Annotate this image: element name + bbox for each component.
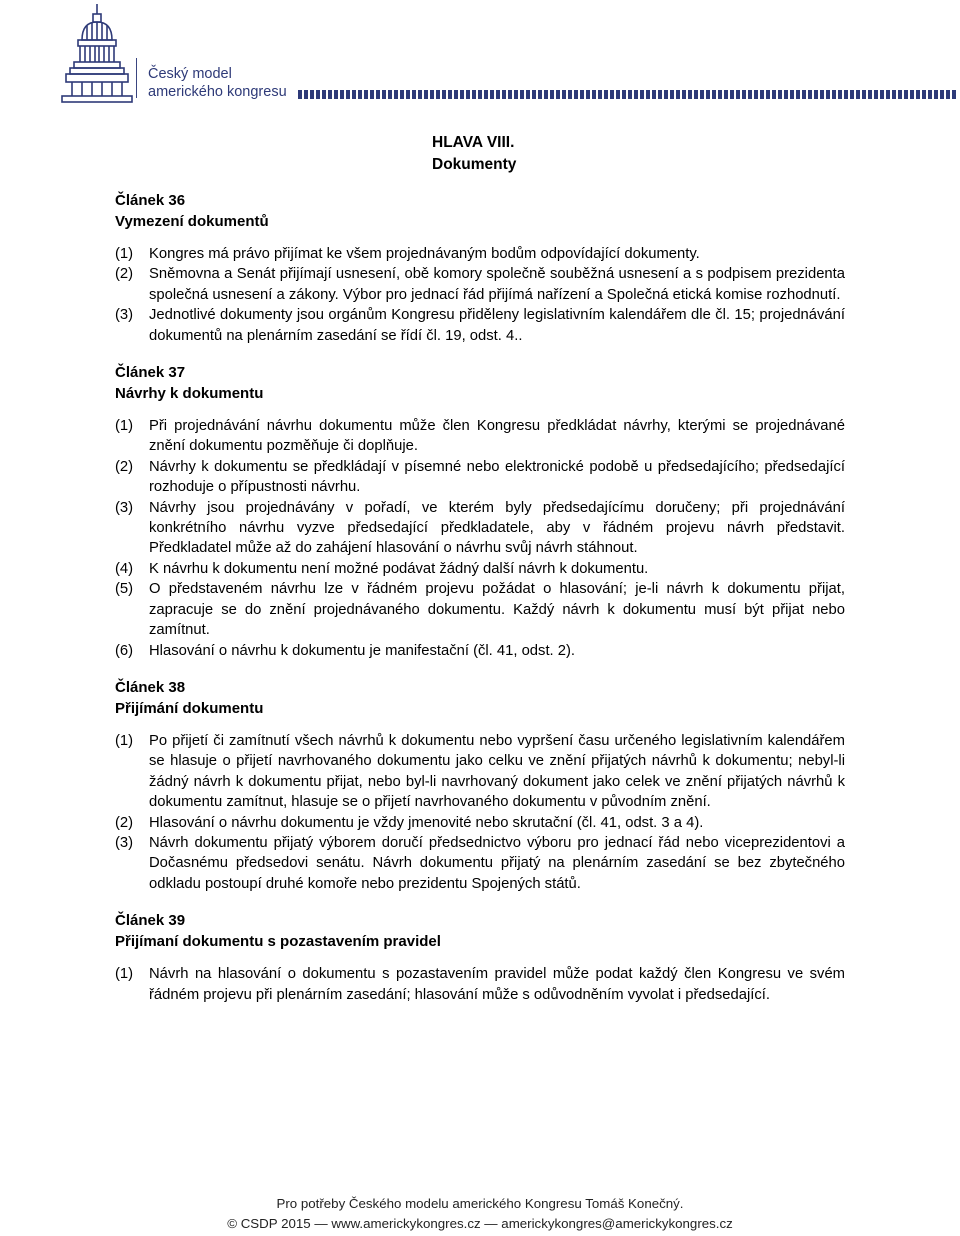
paragraph <box>115 559 845 579</box>
paragraph <box>115 244 845 264</box>
logo-line-1: Český model <box>148 66 232 82</box>
paragraph-text: Kongres má právo přijímat ke všem projednávaným bodům odpovídající dokumenty. <box>149 246 700 262</box>
article-36 <box>115 190 845 346</box>
paragraph-text: Návrh na hlasování o dokumentu s pozastavením pravidel může podat každý člen Kongresu ve svém řádném projevu při plenárním zasedání; hlasování může s odůvodněním vyvolat i předsedající. <box>149 966 845 1003</box>
paragraph-number: (1) <box>115 966 134 983</box>
paragraph-number: (3) <box>115 834 134 851</box>
paragraph-number: (2) <box>115 458 134 475</box>
paragraph-text: Při projednávání návrhu dokumentu může člen Kongresu předkládat návrhy, kterými se projednávané znění dokumentu pozměňuje či doplňuje. <box>149 418 845 455</box>
paragraph-list <box>115 731 845 894</box>
paragraph-list <box>115 964 845 1005</box>
paragraph <box>115 964 845 1005</box>
paragraph-text: K návrhu k dokumentu není možné podávat žádný další návrh k dokumentu. <box>149 560 649 577</box>
paragraph-number: (2) <box>115 266 134 283</box>
article-number: Článek 37 <box>115 364 186 382</box>
paragraph <box>115 813 845 833</box>
paragraph <box>115 457 845 498</box>
paragraph-number: (3) <box>115 307 134 324</box>
paragraph <box>115 579 845 640</box>
paragraph-list <box>115 416 845 661</box>
paragraph-text: Po přijetí či zamítnutí všech návrhů k dokumentu nebo vypršení času určeného legislativním kalendářem se hlasuje o přijetí navrhovaného dokumentu jako celku ve znění přijatých návrhů k dokumentu; nebyl-li žádný návrh k dokumentu přijat, nebo byl-li navrhovaný dokument jako celek ve znění přijatých návrhů k dokumentu zamítnut, hlasuje se o přijetí navrhovaného dokumentu v původním znění. <box>149 732 845 811</box>
paragraph-list <box>115 244 845 346</box>
paragraph-text: Jednotlivé dokumenty jsou orgánům Kongresu přiděleny legislativním kalendářem dle čl. 15; projednávání dokumentů na plenárním zasedání se řídí čl. 19, odst. 4.. <box>149 307 845 344</box>
paragraph-number: (6) <box>115 642 134 659</box>
paragraph-number: (1) <box>115 418 134 435</box>
paragraph-number: (2) <box>115 814 134 831</box>
paragraph <box>115 641 845 661</box>
article-number: Článek 36 <box>115 192 186 209</box>
header-dotted-rule <box>298 90 956 99</box>
paragraph-text: Sněmovna a Senát přijímají usnesení, obě komory společně souběžná usnesení a s podpisem prezidenta společná usnesení a zákony. Výbor pro jednací řád přijímá nařízení a Společná etická komise rozhodnutí. <box>149 266 845 303</box>
footer-copyright: © CSDP 2015 — www.americkykongres.cz — americkykongres@americkykongres.cz <box>227 1216 733 1231</box>
document-body <box>115 132 845 1005</box>
paragraph-number: (3) <box>115 499 134 516</box>
paragraph-text: Hlasování o návrhu k dokumentu je manifestační (čl. 41, odst. 2). <box>149 642 576 659</box>
chapter-heading <box>432 132 845 176</box>
paragraph-text: O představeném návrhu lze v řádném projevu požádat o hlasování; je-li návrh k dokumentu přijat, zapracuje se do znění projednávaného dokumentu. Každý návrh k dokumentu musí být přijat nebo zamítnut. <box>149 581 845 639</box>
paragraph-text: Návrhy jsou projednávány v pořadí, ve kterém byly předsedajícímu doručeny; při projednávání konkrétního návrhu vyzve předsedající předkladatele, aby v řádném projevu návrh představit. Předkladatel může až do zahájení hlasování o návrhu svůj návrh stáhnout. <box>149 499 845 557</box>
paragraph-text: Hlasování o návrhu dokumentu je vždy jmenovité nebo skrutační (čl. 41, odst. 3 a 4). <box>149 814 704 831</box>
page-header <box>0 0 960 112</box>
article-number: Článek 38 <box>115 678 186 696</box>
paragraph <box>115 264 845 305</box>
page-footer <box>160 1194 800 1234</box>
article-title: Přijímaní dokumentu s pozastavením pravidel <box>115 933 441 951</box>
article-title: Návrhy k dokumentu <box>115 385 264 403</box>
article-title: Vymezení dokumentů <box>115 213 269 230</box>
chapter-number: HLAVA VIII. <box>432 134 515 151</box>
article-38 <box>115 677 845 894</box>
chapter-title: Dokumenty <box>432 156 517 173</box>
paragraph <box>115 498 845 559</box>
paragraph-number: (4) <box>115 560 134 577</box>
paragraph-number: (1) <box>115 246 134 262</box>
paragraph <box>115 305 845 346</box>
paragraph <box>115 416 845 457</box>
article-title: Přijímání dokumentu <box>115 699 264 717</box>
paragraph-text: Návrh dokumentu přijatý výborem doručí předsednictvo výboru pro jednací řád nebo viceprezidentovi a Dočasnému předsedovi senátu. Návrh dokumentu přijatý na plenárním zasedání se bez zbytečného odkladu postoupí druhé komoře nebo prezidentu Spojených států. <box>149 834 845 892</box>
footer-credit: Pro potřeby Českého modelu amerického Kongresu Tomáš Konečný. <box>276 1196 684 1211</box>
paragraph-number: (5) <box>115 581 134 598</box>
paragraph <box>115 731 845 813</box>
logo-divider <box>136 58 137 98</box>
paragraph-number: (1) <box>115 732 134 749</box>
capitol-dome-logo-icon <box>60 2 134 106</box>
logo-line-2: amerického kongresu <box>148 84 287 100</box>
paragraph <box>115 833 845 894</box>
logo-wordmark <box>148 65 287 101</box>
article-number: Článek 39 <box>115 912 186 930</box>
article-39 <box>115 910 845 1005</box>
article-37 <box>115 362 845 661</box>
paragraph-text: Návrhy k dokumentu se předkládají v písemné nebo elektronické podobě u předsedajícího; předsedající rozhoduje o přípustnosti návrhu. <box>149 458 845 496</box>
